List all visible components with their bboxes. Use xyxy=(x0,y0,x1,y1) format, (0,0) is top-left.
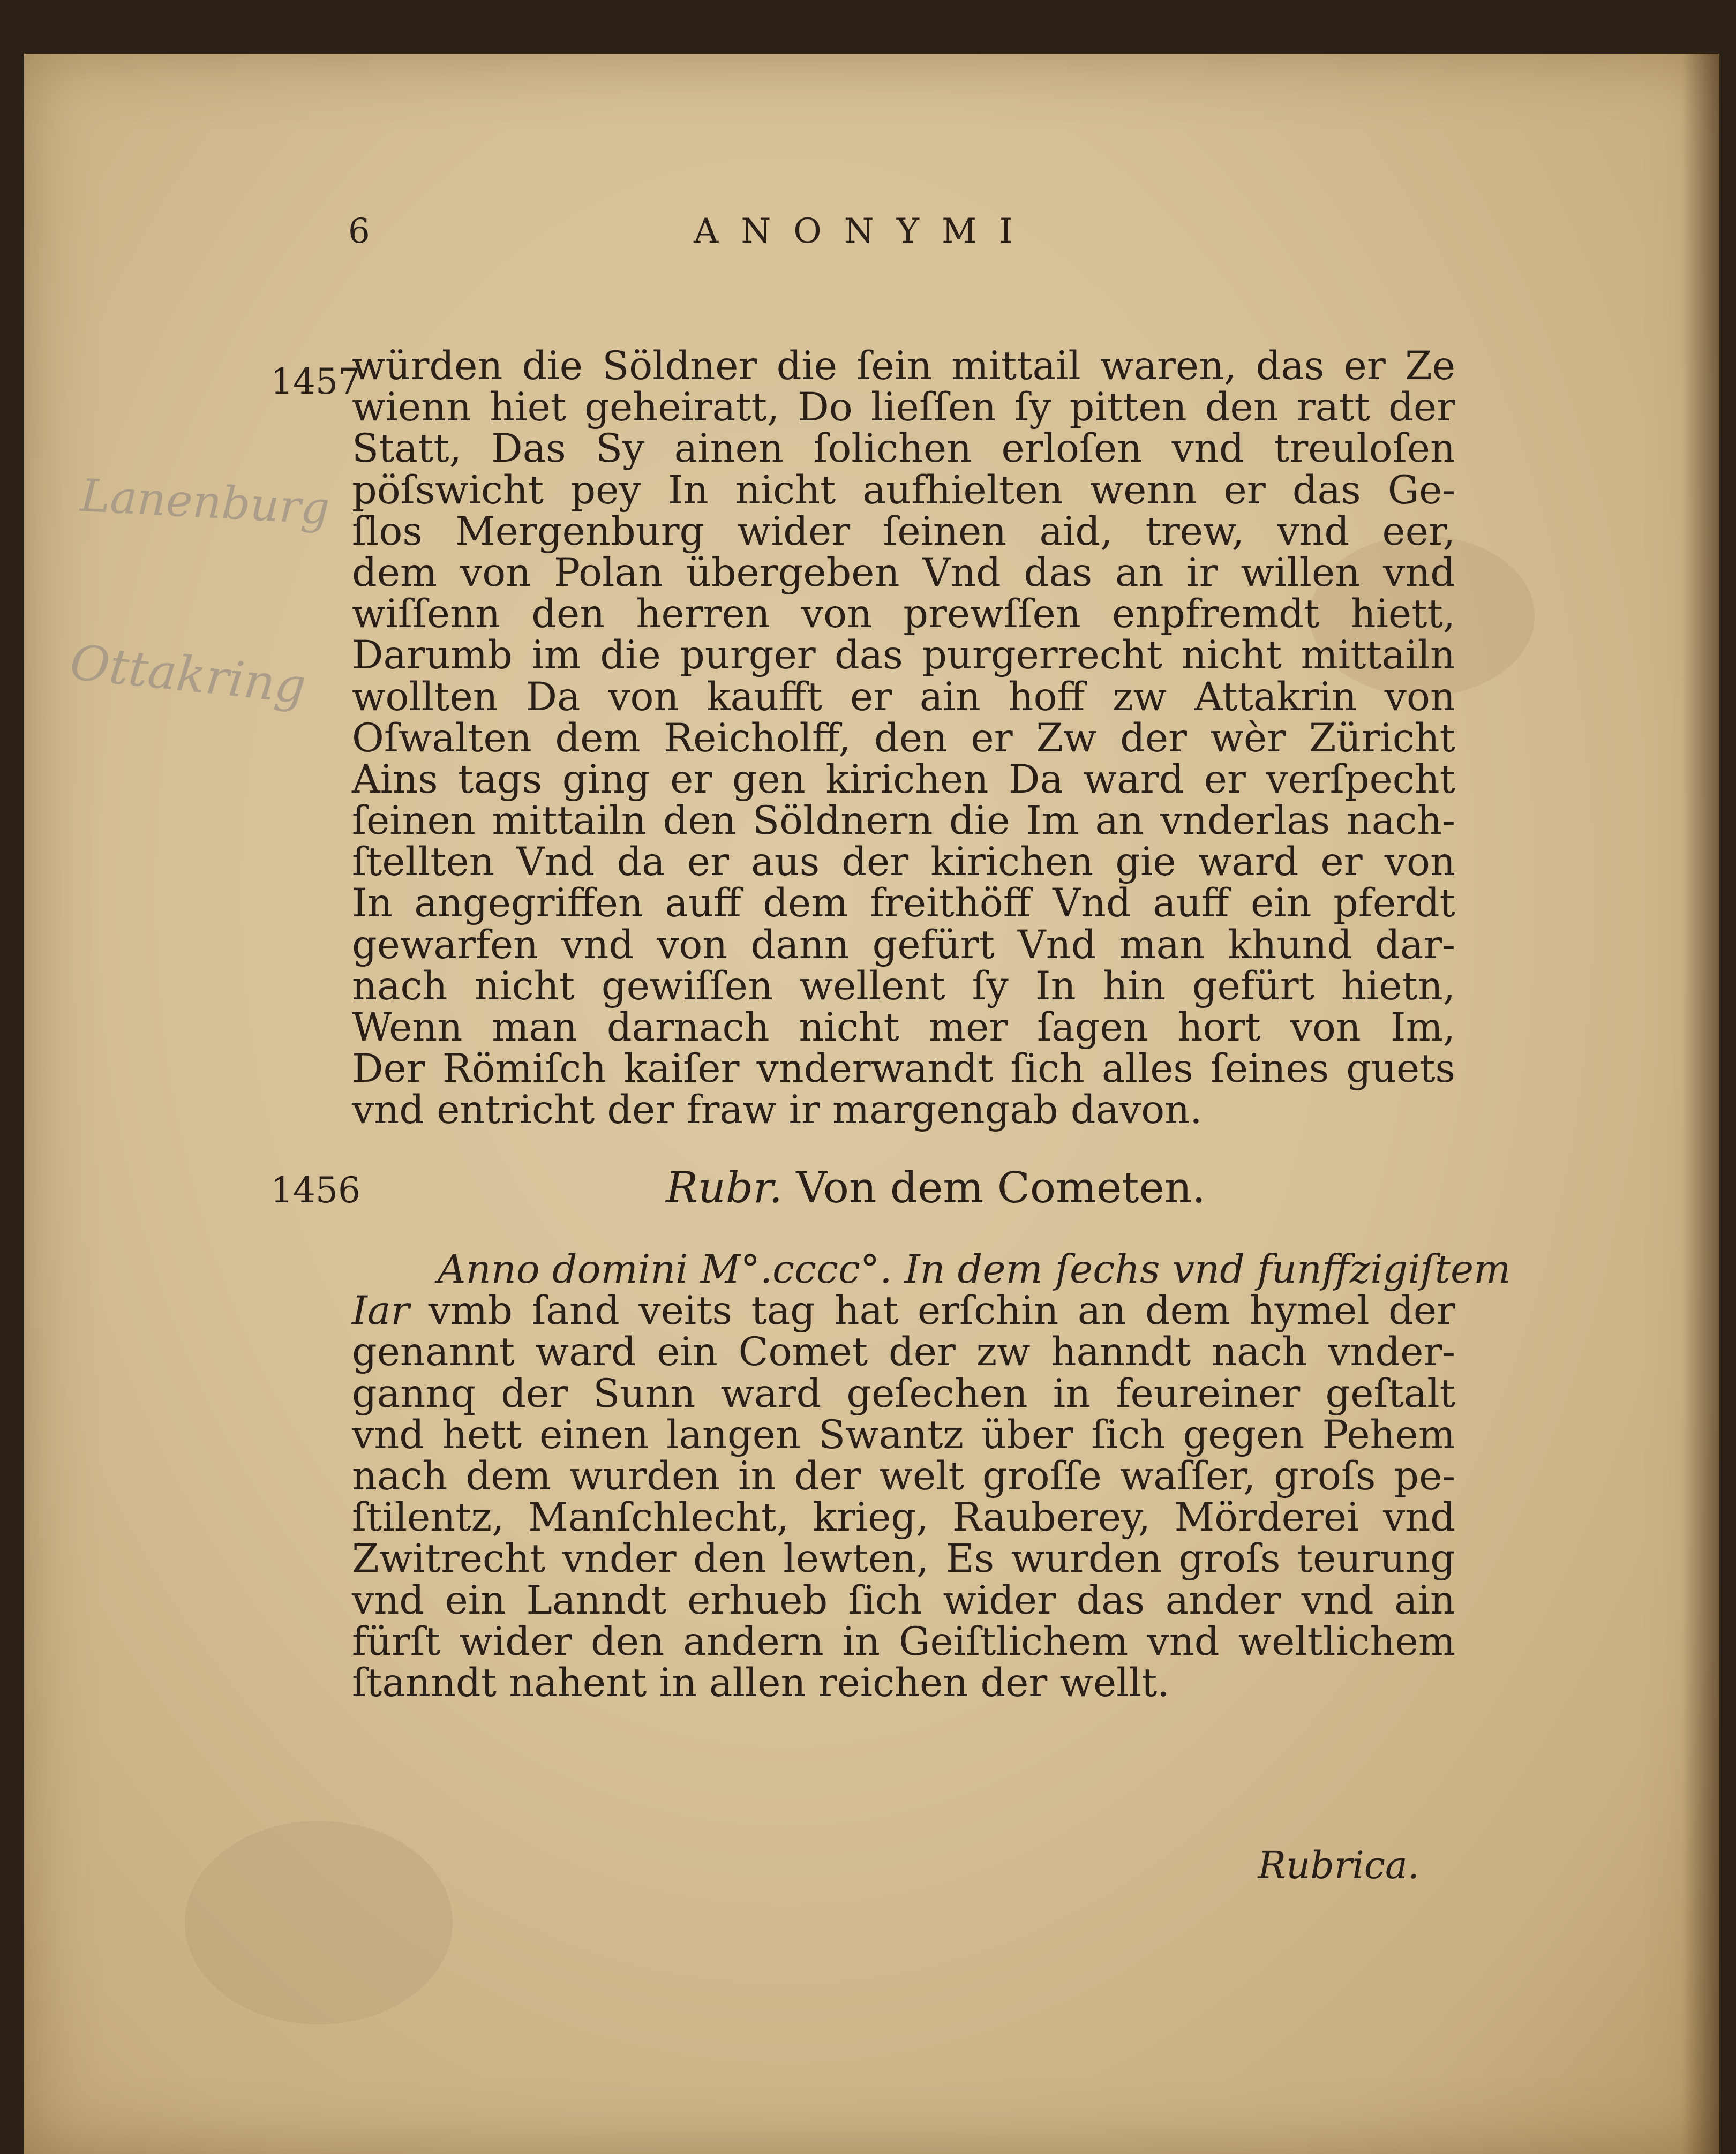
text-line: fürſt wider den andern in Geiſtlichem vnd weltlichem xyxy=(352,1618,1455,1665)
text-line: ſeinen mittailn den Söldnern die Im an vnderlas nach- xyxy=(352,798,1455,844)
text-line: Der Römiſch kaiſer vnderwandt ſich alles ſeines guets xyxy=(352,1046,1455,1092)
text-line xyxy=(352,1288,1455,1334)
margin-note-pencil: Lanenburg xyxy=(79,469,331,535)
rubric-label: Rubr. xyxy=(666,1163,783,1212)
paragraph-1457 xyxy=(352,345,1455,1131)
paragraph-1456 xyxy=(352,1247,1511,1706)
text-line: vnd entricht der fraw ir margengab davon. xyxy=(352,1087,1203,1133)
running-title: ANONYMI xyxy=(694,212,1035,251)
text-line: vnd hett einen langen Swantz über ſich gegen Pehem xyxy=(352,1412,1455,1458)
text-span: vmb ſand veits tag hat erſchin an dem hymel der xyxy=(409,1288,1455,1334)
text-line: Oſwalten dem Reicholff, den er Zw der wèr Züricht xyxy=(352,715,1455,761)
text-line: pöſswicht pey In nicht aufhielten wenn er das Ge- xyxy=(352,467,1455,513)
text-line: genannt ward ein Comet der zw hanndt nach vnder- xyxy=(352,1329,1455,1375)
text-line: ſtellten Vnd da er aus der kirichen gie ward er von xyxy=(352,839,1455,885)
text-line: vnd ein Lanndt erhueb ſich wider das ander vnd ain xyxy=(352,1577,1455,1623)
section-heading xyxy=(666,1163,1206,1212)
text-line: dem von Polan übergeben Vnd das an ir willen vnd xyxy=(352,549,1455,596)
paper-stain xyxy=(185,1821,453,2024)
text-line: nach dem wurden in der welt groſſe waſſer, groſs pe- xyxy=(352,1453,1455,1499)
text-line: In angegriffen auff dem freithöff Vnd auff ein pferdt xyxy=(352,880,1455,927)
text-line: ſtilentz, Manſchlecht, krieg, Rauberey, Mörderei vnd xyxy=(352,1495,1455,1541)
text-line: gewarfen vnd von dann gefürt Vnd man khund dar- xyxy=(352,922,1455,968)
year-marker: 1456 xyxy=(270,1170,360,1211)
text-line: Anno domini M°.cccc°. In dem ſechs vnd funffzigiſtem xyxy=(438,1247,1511,1292)
page-edge-shadow xyxy=(1682,54,1719,2154)
text-line: ſlos Mergenburg wider ſeinen aid, trew, vnd eer, xyxy=(352,508,1455,554)
text-line: wienn hiet geheiratt, Do lieſſen ſy pitten den ratt der xyxy=(352,385,1455,431)
catchword: Rubrica. xyxy=(1258,1843,1419,1887)
text-line: würden die Söldner die ſein mittail waren, das er Ze xyxy=(352,343,1455,389)
text-line: wollten Da von kaufft er ain hoff zw Attakrin von xyxy=(352,674,1455,720)
text-line: Zwitrecht vnder den lewten, Es wurden groſs teurung xyxy=(352,1536,1455,1582)
text-line: Ains tags ging er gen kirichen Da ward er verſpecht xyxy=(352,756,1455,802)
year-marker: 1457 xyxy=(270,361,360,402)
margin-note-pencil: Ottakring xyxy=(67,634,309,715)
text-line: gannq der Sunn ward geſechen in feureiner geſtalt xyxy=(352,1370,1455,1417)
text-line: Wenn man darnach nicht mer ſagen hort von Im, xyxy=(352,1005,1455,1050)
text-line: wiſſenn den herren von prewſſen enpfremdt hiett, xyxy=(352,591,1455,637)
text-italic: Iar xyxy=(352,1288,410,1334)
text-line: nach nicht gewiſſen wellent ſy In hin gefürt hietn, xyxy=(352,963,1455,1009)
text-line: Statt, Das Sy ainen ſolichen erloſen vnd treuloſen xyxy=(352,426,1455,472)
rubric-title: Von dem Cometen. xyxy=(796,1163,1206,1212)
book-page xyxy=(24,54,1719,2154)
page-number: 6 xyxy=(348,212,370,251)
text-line: Darumb im die purger das purgerrecht nicht mittailn xyxy=(352,632,1455,679)
text-line: ſtanndt nahent in allen reichen der wellt. xyxy=(352,1660,1170,1706)
